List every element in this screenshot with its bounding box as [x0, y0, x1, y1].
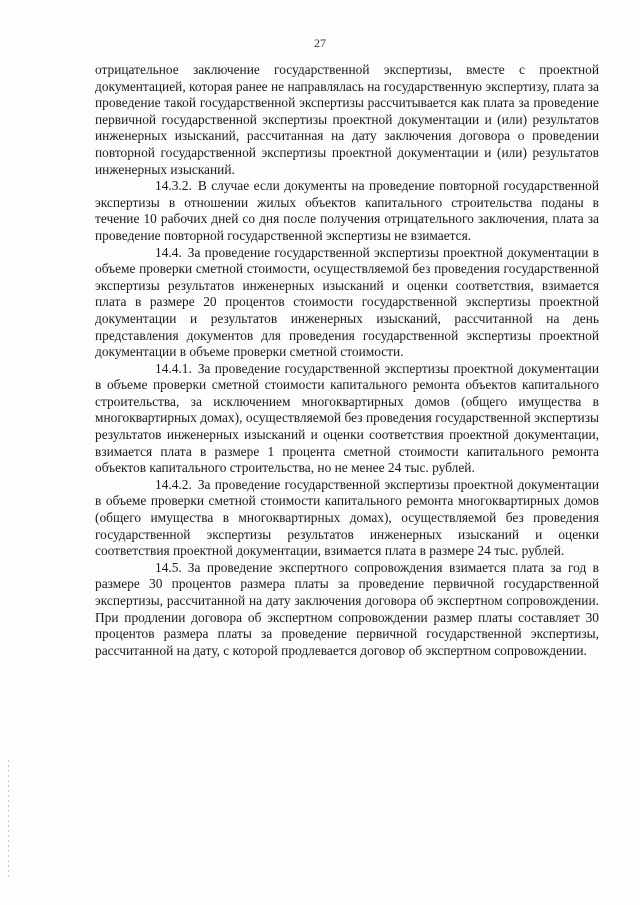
paragraph-number: 14.4.1.	[155, 360, 192, 376]
paragraph-14-3-2	[95, 178, 599, 244]
paragraph-number: 14.3.2.	[155, 178, 192, 194]
page-number: 27	[314, 36, 326, 50]
paragraph-text: За проведение государственной экспертизы проектной документации в объеме проверки сметной стоимости капитального ремонта объектов капитального строительства, за исключением многоквартирных домов (общего имущества в многоквартирных домах), осуществляемой без проведения государственной экспертизы результатов инженерных изысканий и оценки соответствия проектной документации, взимается плата в размере 1 процента сметной стоимости капитального ремонта объектов капитального строительства, но не менее 24 тыс. рублей.	[95, 360, 599, 476]
paragraph-text: За проведение государственной экспертизы проектной документации в объеме проверки сметной стоимости капитального ремонта многоквартирных домов (общего имущества в многоквартирных домах), осуществляемой без проведения государственной экспертизы результатов инженерных изысканий и оценки соответствия проектной документации, взимается плата в размере 24 тыс. рублей.	[95, 476, 599, 559]
paragraph-continuation	[95, 62, 599, 178]
paragraph-text: В случае если документы на проведение повторной государственной экспертизы в отношении жилых объектов капитального строительства поданы в течение 10 рабочих дней со дня после получения отрицательного заключения, плата за проведение повторной государственной экспертизы не взимается.	[95, 178, 599, 243]
paragraph-number: 14.4.2.	[155, 476, 192, 492]
paragraph-number: 14.5.	[155, 559, 182, 575]
paragraph-14-5	[95, 560, 599, 660]
scan-margin-mark	[8, 760, 9, 880]
paragraph-text: отрицательное заключение государственной экспертизы, вместе с проектной документацией, которая ранее не направлялась на государственную экспертизу, плата за проведение такой государственной экспертизы рассчитывается как плата за проведение первичной государственной экспертизы проектной документации и (или) результатов инженерных изысканий, рассчитанная на дату заключения договора о проведении повторной государственной экспертизы проектной документации и (или) результатов инженерных изысканий.	[95, 62, 599, 177]
paragraph-text: За проведение государственной экспертизы проектной документации в объеме проверки сметной стоимости, осуществляемой без проведения государственной экспертизы результатов инженерных изысканий и оценки соответствия, взимается плата в размере 20 процентов стоимости государственной экспертизы проектной документации и результатов инженерных изысканий, рассчитанной на день представления документов для проведения государственной экспертизы проектной документации в объеме проверки сметной стоимости.	[95, 244, 599, 360]
paragraph-14-4	[95, 245, 599, 361]
document-body	[95, 62, 599, 659]
paragraph-14-4-2	[95, 477, 599, 560]
paragraph-number: 14.4.	[155, 244, 182, 260]
paragraph-text: За проведение экспертного сопровождения взимается плата за год в размере 30 процентов размера платы за проведение первичной государственной экспертизы, рассчитанной на дату заключения договора об экспертном сопровождении. При продлении договора об экспертном сопровождении размер платы составляет 30 процентов размера платы за проведение первичной государственной экспертизы, рассчитанной на дату, с которой продлевается договор об экспертном сопровождении.	[95, 559, 599, 658]
paragraph-14-4-1	[95, 361, 599, 477]
